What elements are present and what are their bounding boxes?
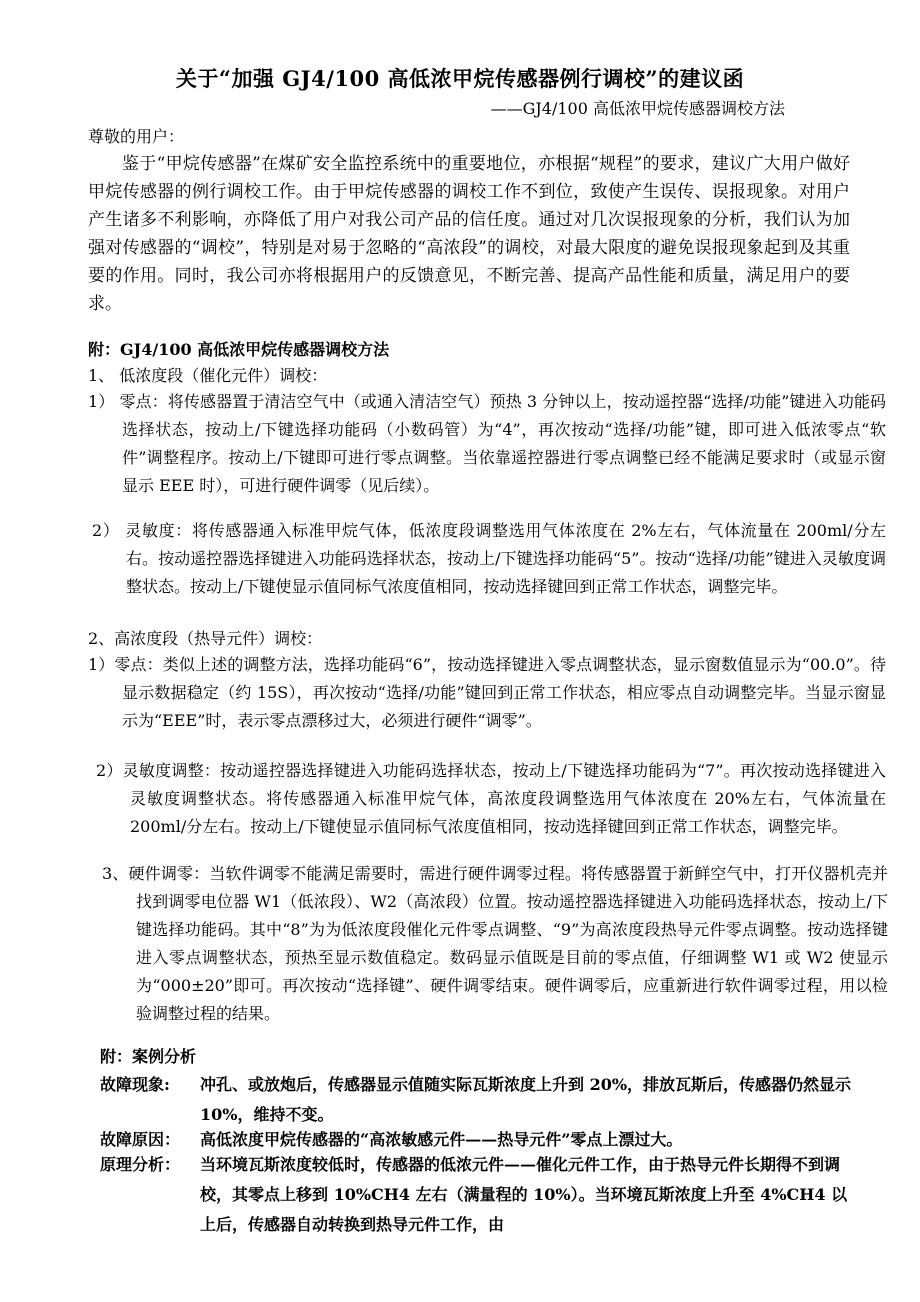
appendix-title: 附：GJ4/100 高低浓甲烷传感器调校方法 xyxy=(88,340,390,359)
document-subtitle: ——GJ4/100 高低浓甲烷传感器调校方法 xyxy=(490,99,785,118)
section-1-title: 1、 低浓度段（催化元件）调校： xyxy=(88,366,328,385)
cause-text: 高低浓度甲烷传感器的“高浓敏感元件——热导元件”零点上漂过大。 xyxy=(200,1130,683,1149)
section-1-item-2: 2） 灵敏度：将传感器通入标准甲烷气体，低浓度段调整选用气体浓度在 2%左右，气体流量在 200ml/分左右。按动遥控器选择键进入功能码选择状态，按动上/下键选择功能码“5”。按动“选择/功能”键进入灵敏度调整状态。按动上/下键使显示值同标气浓度值相同，按动选择键回到正常工作状态，调整完毕。 xyxy=(92,521,886,596)
cause-label: 故障原因： xyxy=(100,1130,181,1149)
intro-paragraph: 鉴于“甲烷传感器”在煤矿安全监控系统中的重要地位，亦根据“规程”的要求，建议广大用户做好甲烷传感器的例行调校工作。由于甲烷传感器的调校工作不到位，致使产生误传、误报现象。对用户产生诸多不利影响，亦降低了用户对我公司产品的信任度。通过对几次误报现象的分析，我们认为加强对传感器的“调校”，特别是对易于忽略的“高浓段”的调校，对最大限度的避免误报现象起到及其重要的作用。同时，我公司亦将根据用户的反馈意见，不断完善、提高产品性能和质量，满足用户的要求。 xyxy=(88,154,850,314)
section-2-item-1: 1）零点：类似上述的调整方法，选择功能码“6”，按动选择键进入零点调整状态，显示窗数值显示为“00.0”。待显示数据稳定（约 15S），再次按动“选择/功能”键回到正常工作状态，相应零点自动调整完毕。当显示窗显示为“EEE”时，表示零点漂移过大，必须进行硬件“调零”。 xyxy=(88,655,886,730)
fault-label: 故障现象: xyxy=(100,1075,170,1094)
fault-text: 冲孔、或放炮后，传感器显示值随实际瓦斯浓度上升到 20%，排放瓦斯后，传感器仍然显示 10%，维持不变。 xyxy=(200,1075,852,1124)
section-1-item-1: 1） 零点：将传感器置于清洁空气中（或通入清洁空气）预热 3 分钟以上，按动遥控器“选择/功能”键进入功能码选择状态，按动上/下键选择功能码（小数码管）为“4”，再次按动“选择/功能”键，即可进入低浓零点“软件”调整程序。按动上/下键即可进行零点调整。当依靠遥控器进行零点调整已经不能满足要求时（或显示窗显示 EEE 时），可进行硬件调零（见后续）。 xyxy=(88,392,886,495)
case-analysis-title: 附：案例分析 xyxy=(100,1047,197,1066)
section-2-title: 2、高浓度段（热导元件）调校： xyxy=(88,629,323,648)
analysis-label: 原理分析： xyxy=(100,1155,181,1174)
greeting: 尊敬的用户： xyxy=(88,127,185,146)
analysis-text: 当环境瓦斯浓度较低时，传感器的低浓元件——催化元件工作，由于热导元件长期得不到调校，其零点上移到 10%CH4 左右（满量程的 10%）。当环境瓦斯浓度上升至 4%CH4 以上后，传感器自动转换到热导元件工作，由 xyxy=(200,1155,848,1234)
section-3-hardware-zero: 3、硬件调零：当软件调零不能满足需要时，需进行硬件调零过程。将传感器置于新鲜空气中，打开仪器机壳并找到调零电位器 W1（低浓段）、W2（高浓段）位置。按动遥控器选择键进入功能码选择状态，按动上/下键选择功能码。其中“8”为为低浓度段催化元件零点调整、“9”为高浓度段热导元件零点调整。按动选择键进入零点调整状态，预热至显示数值稳定。数码显示值既是目前的零点值，仔细调整 W1 或 W2 使显示为“000±20”即可。再次按动“选择键”、硬件调零结束。硬件调零后，应重新进行软件调零过程，用以检验调整过程的结果。 xyxy=(102,864,888,1023)
principle-analysis xyxy=(100,1150,860,1240)
section-2-item-2: 2）灵敏度调整：按动遥控器选择键进入功能码选择状态，按动上/下键选择功能码为“7”。再次按动选择键进入灵敏度调整状态。将传感器通入标准甲烷气体，高浓度段调整选用气体浓度在 20%左右，气体流量在 200ml/分左右。按动上/下键使显示值同标气浓度值相同，按动选择键回到正常工作状态，调整完毕。 xyxy=(96,761,886,836)
document-title: 关于“加强 GJ4/100 高低浓甲烷传感器例行调校”的建议函 xyxy=(175,66,745,91)
fault-phenomenon xyxy=(100,1070,860,1130)
